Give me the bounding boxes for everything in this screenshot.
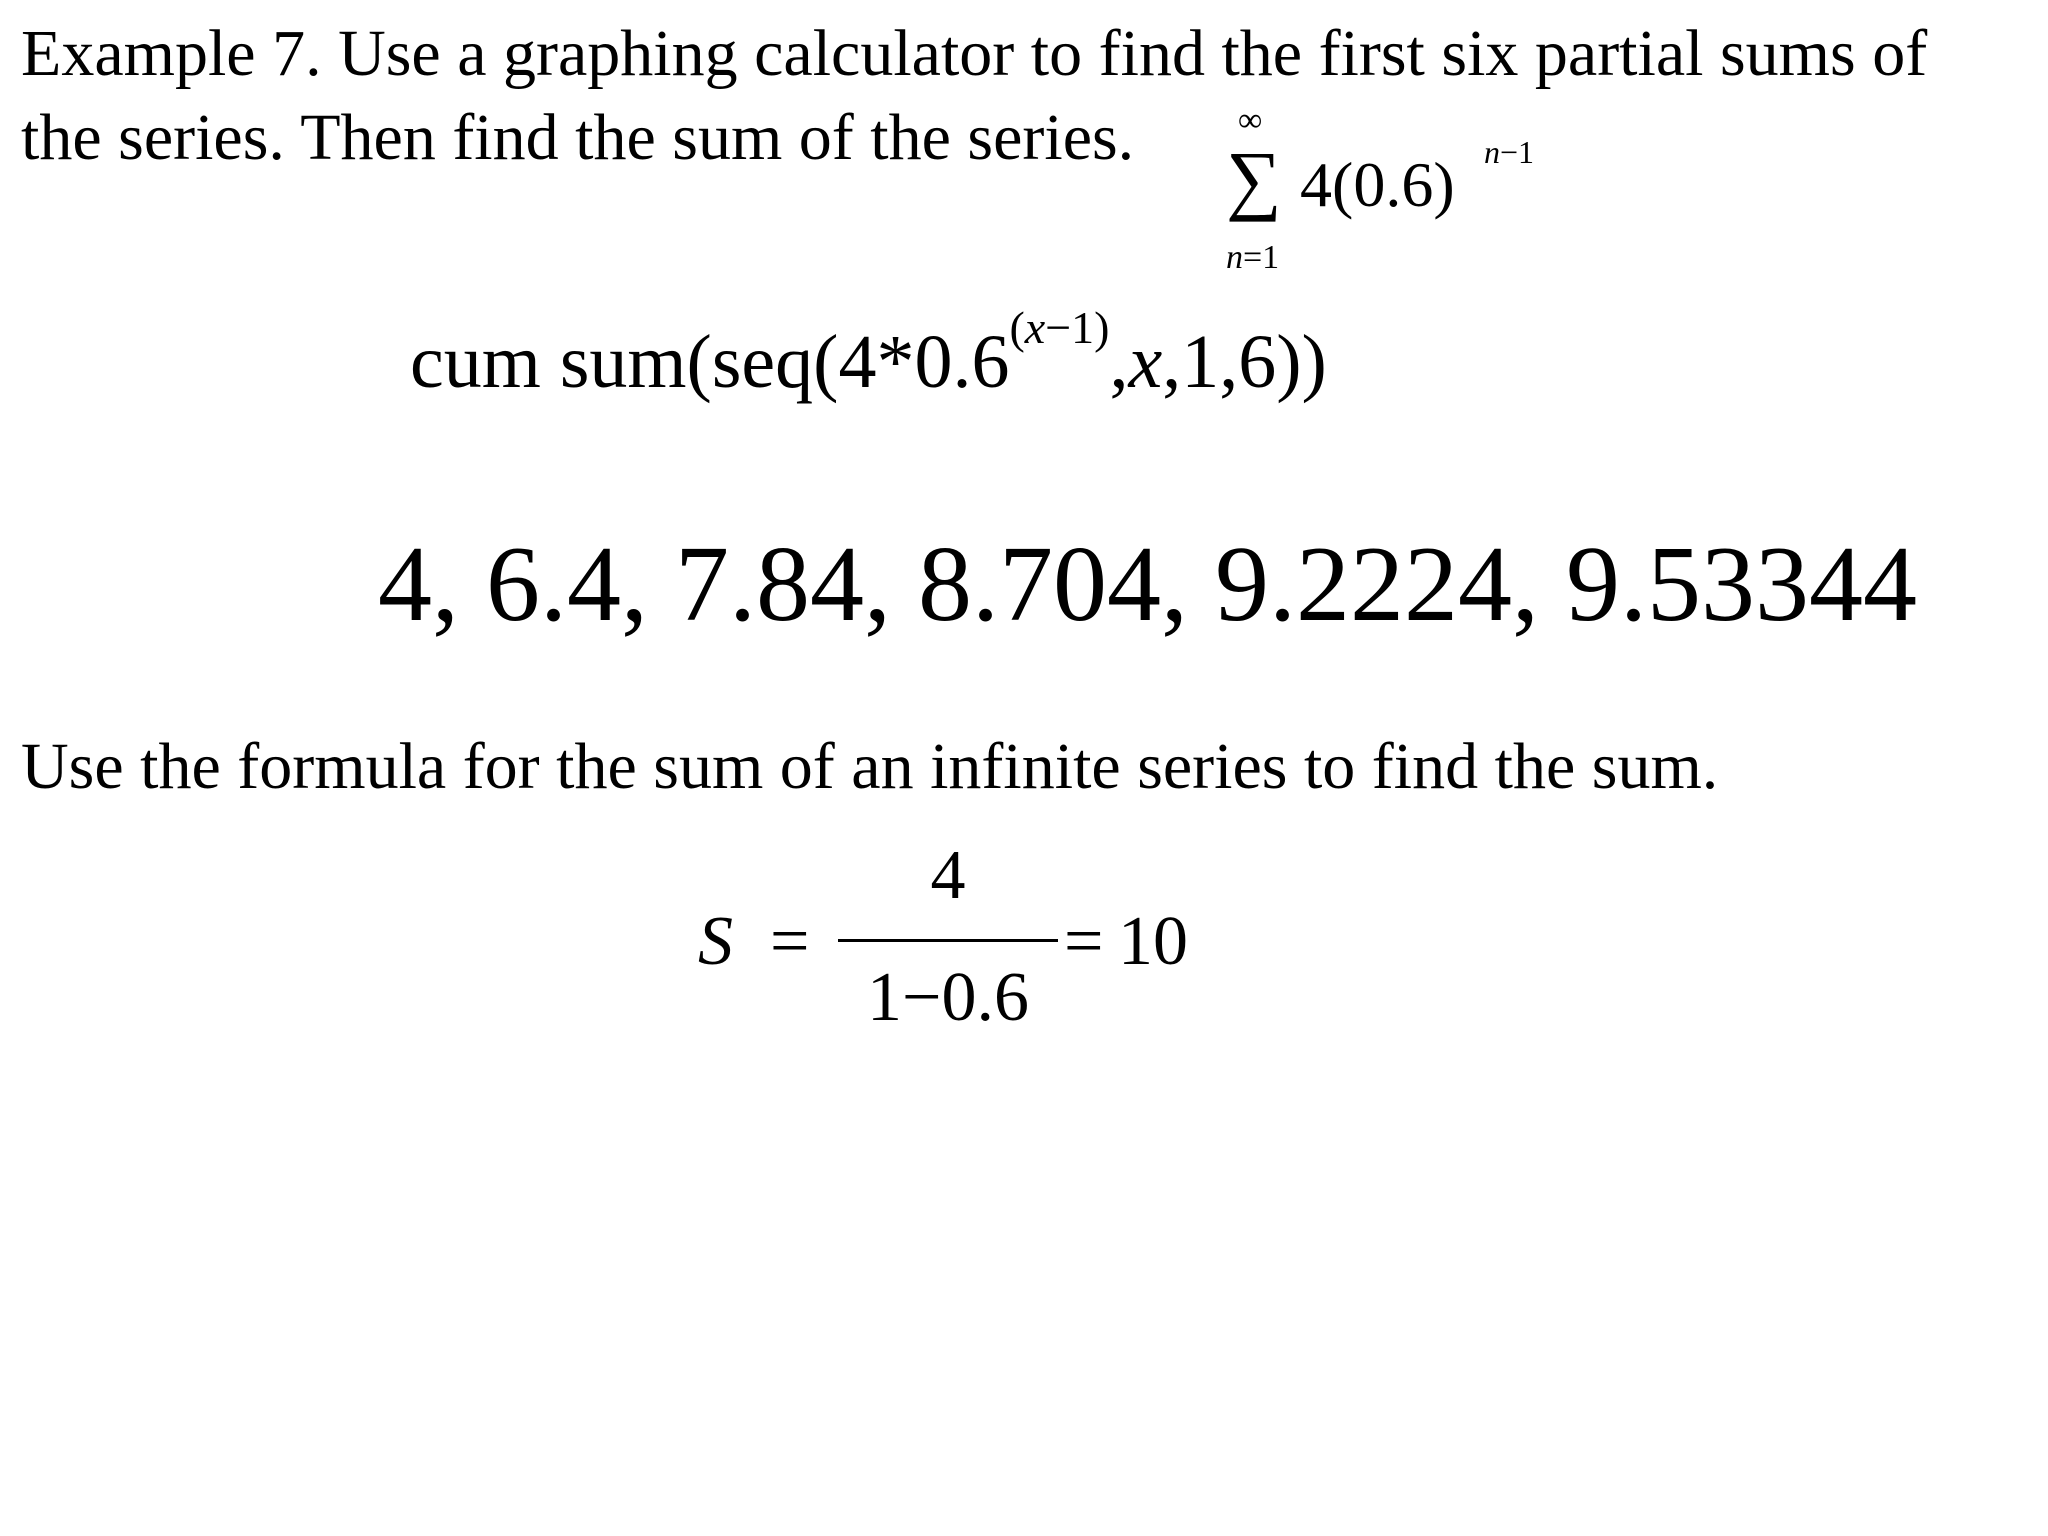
- calculator-variable: x: [1128, 320, 1163, 404]
- calculator-exponent-rest: −1): [1045, 302, 1110, 353]
- series-term: 4(0.6): [1300, 149, 1455, 220]
- series-exponent: [1484, 134, 1534, 170]
- calculator-exponent-open: (: [1009, 302, 1025, 353]
- fraction-bar: [838, 939, 1058, 942]
- formula-numerator: 4: [930, 837, 966, 914]
- calculator-comma: ,: [1109, 320, 1129, 404]
- series-expression: [1218, 104, 1618, 284]
- series-exponent-rest: −1: [1500, 134, 1535, 170]
- calculator-exponent: [1009, 302, 1110, 353]
- calculator-command-prefix: cum sum(seq(4*0.6: [410, 320, 1010, 404]
- formula-equals-sign: =: [770, 903, 810, 980]
- sum-lower-value: =1: [1243, 239, 1280, 276]
- instruction-text: Use the formula for the sum of an infinite series to find the sum.: [21, 730, 1719, 803]
- problem-statement-line-2: the series. Then find the sum of the series.: [21, 101, 1135, 174]
- sum-lower-variable: n: [1226, 239, 1243, 276]
- partial-sums-list: 4, 6.4, 7.84, 8.704, 9.2224, 9.53344: [378, 525, 1917, 644]
- formula-lhs: S: [698, 903, 733, 980]
- formula-result-equals-sign: =: [1064, 903, 1104, 980]
- calculator-exponent-variable: x: [1024, 302, 1046, 353]
- formula-result: 10: [1118, 903, 1188, 980]
- sum-lower-limit: [1226, 238, 1279, 278]
- formula-denominator: 1−0.6: [867, 959, 1029, 1036]
- calculator-command: [410, 302, 1327, 407]
- calculator-command-suffix: ,1,6)): [1162, 320, 1327, 404]
- problem-statement-line-1: Example 7. Use a graphing calculator to find the first six partial sums of: [21, 17, 1928, 90]
- infinite-sum-formula: [698, 837, 1218, 1040]
- series-exponent-variable: n: [1484, 134, 1500, 170]
- summation-symbol: ∑: [1226, 135, 1282, 222]
- sum-upper-limit: ∞: [1238, 102, 1263, 139]
